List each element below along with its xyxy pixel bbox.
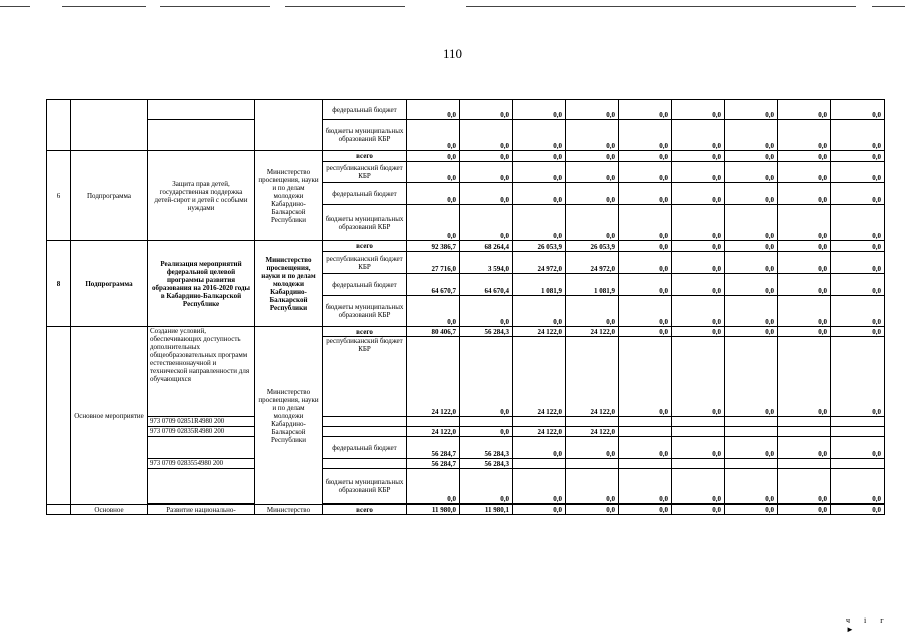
name-cell: Развитие национально- xyxy=(148,505,255,515)
name-cell: Защита прав детей, государственная поддержка детей-сирот и детей с особыми нуждами xyxy=(148,151,255,241)
table-row xyxy=(47,459,885,469)
number-cell: 8 xyxy=(47,241,71,327)
value-cell: 24 122,0 xyxy=(407,337,460,417)
value-cell: 64 670,4 xyxy=(460,274,513,296)
value-cell: 0,0 xyxy=(566,296,619,327)
value-cell: 0,0 xyxy=(460,337,513,417)
value-cell xyxy=(831,417,885,427)
value-cell: 0,0 xyxy=(778,162,831,183)
value-cell: 0,0 xyxy=(566,505,619,515)
value-cell xyxy=(672,427,725,437)
value-cell: 0,0 xyxy=(672,327,725,337)
value-cell: 0,0 xyxy=(725,437,778,459)
source-cell: бюджеты муниципальных образований КБР xyxy=(323,469,407,504)
value-cell: 0,0 xyxy=(831,296,885,327)
source-cell: федеральный бюджет xyxy=(323,274,407,296)
number-cell: 6 xyxy=(47,151,71,241)
source-cell: бюджеты муниципальных образований КБР xyxy=(323,296,407,327)
value-cell: 0,0 xyxy=(672,337,725,417)
value-cell: 0,0 xyxy=(407,162,460,183)
value-cell: 0,0 xyxy=(672,100,725,120)
value-cell: 0,0 xyxy=(619,205,672,241)
value-cell: 0,0 xyxy=(619,252,672,274)
value-cell xyxy=(566,417,619,427)
executor-cell: Министерство просвещения, науки и по делам молодежи Кабардино-Балкарской Республики xyxy=(255,241,323,327)
value-cell: 0,0 xyxy=(725,183,778,205)
value-cell: 0,0 xyxy=(778,100,831,120)
value-cell: 0,0 xyxy=(672,120,725,151)
value-cell xyxy=(513,417,566,427)
table-row xyxy=(47,505,885,515)
value-cell: 0,0 xyxy=(831,100,885,120)
value-cell: 0,0 xyxy=(513,296,566,327)
value-cell: 26 053,9 xyxy=(566,241,619,252)
source-cell xyxy=(323,427,407,437)
value-cell: 0,0 xyxy=(672,252,725,274)
value-cell xyxy=(619,427,672,437)
value-cell: 0,0 xyxy=(566,120,619,151)
value-cell xyxy=(778,459,831,469)
name-cell xyxy=(148,120,255,151)
value-cell: 0,0 xyxy=(778,505,831,515)
name-cell xyxy=(148,469,255,504)
value-cell: 0,0 xyxy=(460,296,513,327)
table-row xyxy=(47,151,885,162)
value-cell: 0,0 xyxy=(619,100,672,120)
value-cell: 24 122,0 xyxy=(513,337,566,417)
value-cell: 0,0 xyxy=(407,205,460,241)
header-rule xyxy=(466,6,856,7)
value-cell: 0,0 xyxy=(725,252,778,274)
page-number: 110 xyxy=(442,46,463,61)
value-cell: 0,0 xyxy=(566,205,619,241)
value-cell: 0,0 xyxy=(831,252,885,274)
value-cell: 0,0 xyxy=(725,505,778,515)
value-cell: 56 284,7 xyxy=(407,459,460,469)
value-cell: 0,0 xyxy=(778,469,831,504)
value-cell: 64 670,7 xyxy=(407,274,460,296)
source-cell: федеральный бюджет xyxy=(323,100,407,120)
value-cell: 0,0 xyxy=(778,252,831,274)
source-cell xyxy=(323,417,407,427)
value-cell xyxy=(831,427,885,437)
value-cell xyxy=(672,417,725,427)
value-cell: 0,0 xyxy=(619,183,672,205)
value-cell: 0,0 xyxy=(407,120,460,151)
value-cell: 0,0 xyxy=(831,162,885,183)
value-cell xyxy=(619,417,672,427)
table-row xyxy=(47,437,885,459)
value-cell: 0,0 xyxy=(831,337,885,417)
source-cell: республиканский бюджет КБР xyxy=(323,337,407,417)
executor-cell: Министерство просвещения, науки и по делам молодежи Кабардино-Балкарской Республики xyxy=(255,151,323,241)
value-cell: 56 284,3 xyxy=(460,327,513,337)
value-cell: 0,0 xyxy=(831,274,885,296)
source-cell: всего xyxy=(323,505,407,515)
table-row xyxy=(47,241,885,252)
status-cell: Подпрограмма xyxy=(71,151,148,241)
value-cell: 0,0 xyxy=(672,162,725,183)
value-cell: 0,0 xyxy=(460,120,513,151)
value-cell: 0,0 xyxy=(513,120,566,151)
value-cell: 0,0 xyxy=(778,274,831,296)
value-cell: 0,0 xyxy=(725,337,778,417)
source-cell: республиканский бюджет КБР xyxy=(323,162,407,183)
value-cell: 0,0 xyxy=(566,151,619,162)
table-row xyxy=(47,469,885,504)
value-cell: 0,0 xyxy=(460,151,513,162)
value-cell: 0,0 xyxy=(513,437,566,459)
value-cell: 0,0 xyxy=(725,241,778,252)
value-cell: 0,0 xyxy=(407,183,460,205)
value-cell: 56 284,7 xyxy=(407,437,460,459)
value-cell: 11 980,1 xyxy=(460,505,513,515)
value-cell: 0,0 xyxy=(778,296,831,327)
value-cell: 27 716,0 xyxy=(407,252,460,274)
value-cell: 24 972,0 xyxy=(566,252,619,274)
value-cell: 0,0 xyxy=(460,205,513,241)
value-cell: 0,0 xyxy=(725,205,778,241)
table-row xyxy=(47,327,885,337)
value-cell: 0,0 xyxy=(778,337,831,417)
value-cell xyxy=(831,459,885,469)
value-cell: 1 081,9 xyxy=(566,274,619,296)
value-cell: 0,0 xyxy=(725,327,778,337)
value-cell: 0,0 xyxy=(619,327,672,337)
value-cell: 0,0 xyxy=(566,437,619,459)
table-row xyxy=(47,417,885,427)
value-cell: 0,0 xyxy=(513,183,566,205)
value-cell: 0,0 xyxy=(513,100,566,120)
value-cell: 0,0 xyxy=(619,151,672,162)
value-cell: 0,0 xyxy=(407,469,460,504)
value-cell xyxy=(778,417,831,427)
value-cell: 0,0 xyxy=(460,183,513,205)
source-cell xyxy=(323,459,407,469)
corner-marks: ч і г ► xyxy=(846,616,890,634)
source-cell: бюджеты муниципальных образований КБР xyxy=(323,205,407,241)
value-cell: 0,0 xyxy=(672,205,725,241)
value-cell: 0,0 xyxy=(831,327,885,337)
value-cell: 0,0 xyxy=(566,469,619,504)
value-cell: 0,0 xyxy=(619,241,672,252)
name-cell xyxy=(148,100,255,120)
budget-code: 973 0709 0283554980 200 xyxy=(148,459,255,469)
value-cell: 0,0 xyxy=(672,437,725,459)
value-cell: 0,0 xyxy=(831,183,885,205)
value-cell: 0,0 xyxy=(407,296,460,327)
value-cell xyxy=(513,459,566,469)
value-cell: 56 284,3 xyxy=(460,459,513,469)
value-cell: 0,0 xyxy=(513,469,566,504)
value-cell: 0,0 xyxy=(513,151,566,162)
value-cell: 0,0 xyxy=(460,469,513,504)
value-cell: 0,0 xyxy=(619,337,672,417)
number-cell xyxy=(47,327,71,505)
header-rule xyxy=(285,6,405,7)
value-cell: 0,0 xyxy=(460,162,513,183)
value-cell: 0,0 xyxy=(725,274,778,296)
value-cell: 0,0 xyxy=(407,100,460,120)
value-cell: 0,0 xyxy=(778,183,831,205)
value-cell: 0,0 xyxy=(725,469,778,504)
executor-cell: Министерство просвещения, науки и по делам молодежи Кабардино-Балкарской Республики xyxy=(255,327,323,505)
value-cell: 0,0 xyxy=(725,120,778,151)
budget-table xyxy=(46,99,885,515)
value-cell: 0,0 xyxy=(513,162,566,183)
value-cell: 3 594,0 xyxy=(460,252,513,274)
value-cell: 0,0 xyxy=(725,151,778,162)
value-cell xyxy=(725,459,778,469)
value-cell xyxy=(407,417,460,427)
header-rule xyxy=(62,6,146,7)
table-row xyxy=(47,427,885,437)
value-cell: 0,0 xyxy=(831,469,885,504)
value-cell: 0,0 xyxy=(672,183,725,205)
budget-code: 973 0709 02835R4980 200 xyxy=(148,427,255,437)
value-cell: 0,0 xyxy=(566,183,619,205)
value-cell: 0,0 xyxy=(672,241,725,252)
number-cell xyxy=(47,505,71,515)
value-cell: 24 122,0 xyxy=(407,427,460,437)
value-cell: 0,0 xyxy=(831,151,885,162)
value-cell: 0,0 xyxy=(831,505,885,515)
value-cell: 80 406,7 xyxy=(407,327,460,337)
value-cell: 24 122,0 xyxy=(513,327,566,337)
value-cell: 0,0 xyxy=(831,241,885,252)
value-cell: 24 122,0 xyxy=(566,327,619,337)
value-cell: 0,0 xyxy=(725,162,778,183)
value-cell: 0,0 xyxy=(619,437,672,459)
value-cell: 0,0 xyxy=(778,120,831,151)
value-cell: 0,0 xyxy=(566,162,619,183)
value-cell: 0,0 xyxy=(460,427,513,437)
value-cell: 0,0 xyxy=(513,505,566,515)
value-cell: 0,0 xyxy=(619,162,672,183)
value-cell: 0,0 xyxy=(778,151,831,162)
value-cell: 0,0 xyxy=(778,437,831,459)
source-cell: федеральный бюджет xyxy=(323,437,407,459)
value-cell xyxy=(725,427,778,437)
table-row xyxy=(47,120,885,151)
value-cell: 0,0 xyxy=(460,100,513,120)
source-cell: всего xyxy=(323,151,407,162)
value-cell: 24 972,0 xyxy=(513,252,566,274)
value-cell: 0,0 xyxy=(672,505,725,515)
value-cell: 1 081,9 xyxy=(513,274,566,296)
value-cell: 26 053,9 xyxy=(513,241,566,252)
value-cell: 24 122,0 xyxy=(513,427,566,437)
value-cell: 68 264,4 xyxy=(460,241,513,252)
value-cell: 0,0 xyxy=(672,274,725,296)
value-cell: 0,0 xyxy=(619,469,672,504)
source-cell: республиканский бюджет КБР xyxy=(323,252,407,274)
header-rule xyxy=(872,6,905,7)
value-cell xyxy=(619,459,672,469)
value-cell: 0,0 xyxy=(672,469,725,504)
value-cell: 0,0 xyxy=(619,296,672,327)
name-cell xyxy=(148,437,255,459)
table-row xyxy=(47,100,885,120)
header-rule xyxy=(160,6,270,7)
number-cell xyxy=(47,100,71,151)
value-cell xyxy=(460,417,513,427)
value-cell: 0,0 xyxy=(778,205,831,241)
value-cell: 0,0 xyxy=(513,205,566,241)
value-cell: 0,0 xyxy=(672,151,725,162)
value-cell: 0,0 xyxy=(831,437,885,459)
value-cell: 0,0 xyxy=(831,120,885,151)
value-cell: 0,0 xyxy=(407,151,460,162)
value-cell: 0,0 xyxy=(778,327,831,337)
value-cell xyxy=(725,417,778,427)
value-cell: 0,0 xyxy=(725,100,778,120)
value-cell: 0,0 xyxy=(672,296,725,327)
value-cell: 24 122,0 xyxy=(566,337,619,417)
executor-cell xyxy=(255,100,323,151)
header-rule xyxy=(0,6,30,7)
source-cell: всего xyxy=(323,327,407,337)
name-cell: Создание условий, обеспечивающих доступность дополнительных общеобразовательных программ естественнонаучной и технической направленности для обучающихся xyxy=(148,327,255,417)
budget-code: 973 0709 02851R4980 200 xyxy=(148,417,255,427)
value-cell: 0,0 xyxy=(831,205,885,241)
source-cell: бюджеты муниципальных образований КБР xyxy=(323,120,407,151)
source-cell: всего xyxy=(323,241,407,252)
status-cell: Основное xyxy=(71,505,148,515)
value-cell: 0,0 xyxy=(619,120,672,151)
status-cell: Основное мероприятие xyxy=(71,327,148,505)
status-cell: Подпрограмма xyxy=(71,241,148,327)
value-cell xyxy=(778,427,831,437)
value-cell: 24 122,0 xyxy=(566,427,619,437)
value-cell xyxy=(566,459,619,469)
value-cell: 11 980,0 xyxy=(407,505,460,515)
value-cell: 0,0 xyxy=(725,296,778,327)
name-cell: Реализация мероприятий федеральной целевой программы развития образования на 2016-2020 годы в Кабардино-Балкарской Республике xyxy=(148,241,255,327)
value-cell: 0,0 xyxy=(619,274,672,296)
value-cell: 56 284,3 xyxy=(460,437,513,459)
value-cell xyxy=(672,459,725,469)
value-cell: 0,0 xyxy=(566,100,619,120)
executor-cell: Министерство xyxy=(255,505,323,515)
value-cell: 92 386,7 xyxy=(407,241,460,252)
value-cell: 0,0 xyxy=(778,241,831,252)
value-cell: 0,0 xyxy=(619,505,672,515)
source-cell: федеральный бюджет xyxy=(323,183,407,205)
status-cell xyxy=(71,100,148,151)
